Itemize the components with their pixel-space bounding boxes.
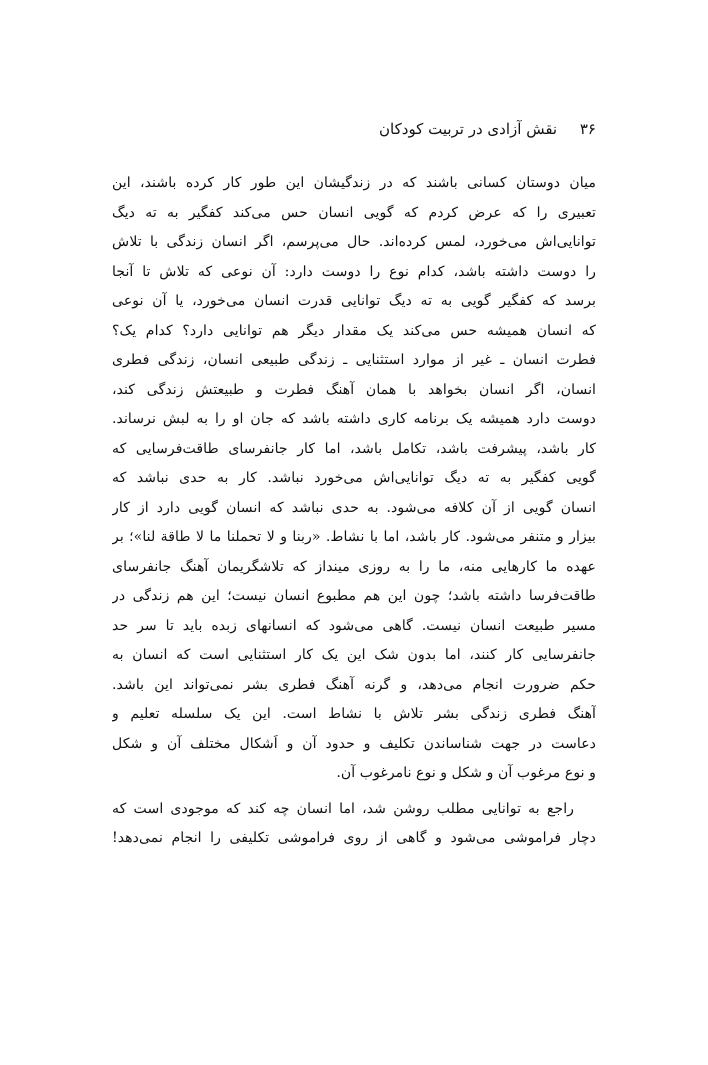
text-line: فطرت انسان ـ غیر از موارد استثنایی ـ زندگی طبیعی انسان، زندگی فطری [112, 352, 596, 368]
text-line: مسیر طبیعت انسان نیست. گاهی می‌شود که انسانهای زبده باید تا سر حد [112, 617, 596, 634]
text-line: طاقت‌فرسا داشته باشد؛ چون این هم مطبوع انسان نیست؛ این هم زندگی در [112, 588, 596, 604]
text-line: انسان گویی از آن کلافه می‌شود. به حدی نباشد که انسان گویی دارد از کار [112, 499, 596, 516]
running-header [112, 120, 596, 144]
chapter-title: نقش آزادی در تربیت کودکان [379, 120, 558, 138]
text-line: انسان، اگر انسان بخواهد با همان آهنگ فطرت و طبیعتش زندگی کند، [112, 381, 596, 398]
text-line: که انسان همیشه حس می‌کند یک مقدار دیگر هم توانایی دارد؟ کدام یک؟ [112, 322, 596, 339]
text-line: برسد که کفگیر گویی به ته دیگ توانایی قدرت انسان می‌خورد، یا آن نوعی [112, 293, 596, 309]
text-line: را دوست داشته باشد، کدام نوع را دوست دارد: آن نوعی که تلاش تا آنجا [112, 263, 596, 280]
text-line: جانفرسایی کار کنند، اما بدون شک این یک کار استثنایی است که انسان به [112, 647, 596, 663]
paragraph [112, 169, 596, 789]
text-line: و نوع مرغوب آن و شکل و نوع نامرغوب آن. [336, 765, 596, 781]
text-line: دچار فراموشی می‌شود و گاهی از روی فراموشی تکلیفی را انجام نمی‌دهد! [112, 830, 596, 846]
text-line: راجع به توانایی مطلب روشن شد، اما انسان چه کند که موجودی است که [112, 800, 574, 817]
text-line: کار باشد، پیشرفت باشد، تکامل باشد، اما کار جانفرسای طاقت‌فرسایی که [112, 440, 596, 457]
text-line: توانایی‌اش می‌خورد، لمس کرده‌اند. حال می‌پرسم، اگر انسان زندگی با تلاش [112, 234, 596, 250]
text-line: گویی کفگیر به ته دیگ توانایی‌اش می‌خورد نباشد. کار به حدی نباشد که [112, 470, 596, 486]
page-number: ۳۶ [579, 120, 596, 138]
text-line: حکم ضرورت انجام می‌دهد، و گرنه آهنگ فطری بشر نمی‌تواند این باشد. [112, 676, 596, 693]
text-line: دوست دارد همیشه یک برنامه کاری داشته باشد که جان او را به لبش نرساند. [112, 411, 596, 427]
text-line: میان دوستان کسانی باشند که در زندگیشان این طور کار کرده باشند، این [112, 175, 596, 191]
text-line: بیزار و متنفر می‌شود. کار باشد، اما با نشاط. «ربنا و لا تحملنا ما لا طاقة لنا»؛ بر [112, 529, 596, 545]
paragraph [112, 795, 596, 854]
body-text [112, 169, 596, 854]
text-line: تعبیری را که عرض کردم که گویی انسان حس می‌کند کفگیر به ته دیگ [112, 204, 596, 221]
text-line: دعاست در جهت شناساندن تکلیف و حدود آن و اَشکال مختلف آن و شکل [112, 735, 596, 752]
text-line: آهنگ فطری زندگی بشر تلاش با نشاط است. این یک سلسله تعلیم و [112, 706, 596, 722]
text-line: عهده ما کارهایی منه، ما را به روزی مینداز که تلاشگریمان آهنگ جانفرسای [112, 558, 596, 575]
